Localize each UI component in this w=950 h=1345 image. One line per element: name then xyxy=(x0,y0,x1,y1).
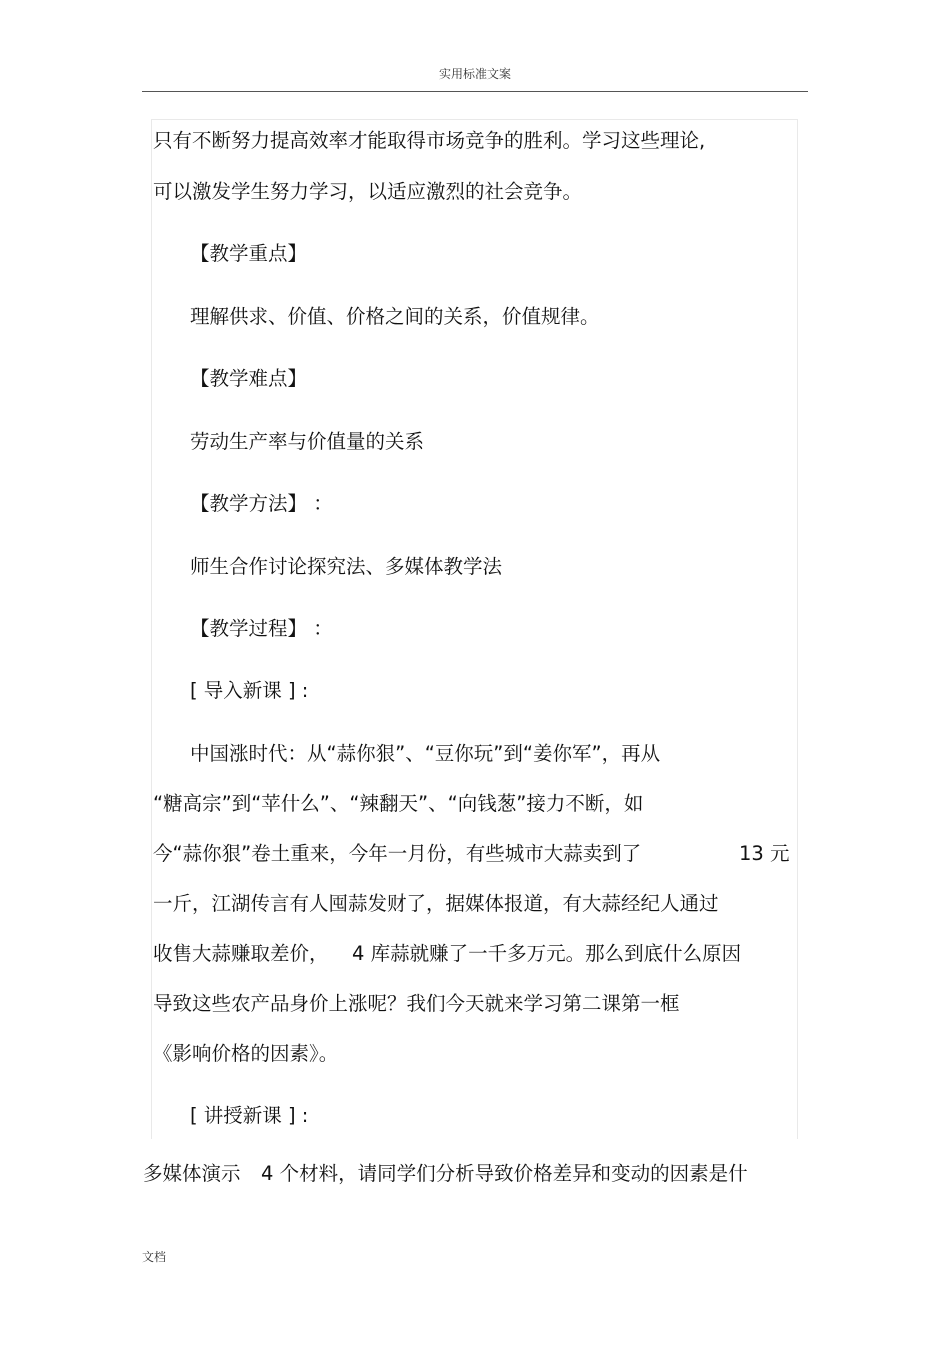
heading-methods: 【教学方法】 ： xyxy=(190,492,333,515)
body-line-12: 《影响价格的因素》。 xyxy=(153,1042,339,1065)
heading-difficulties: 【教学难点】 xyxy=(190,367,308,390)
body-line-13: 多媒体演示 xyxy=(143,1162,241,1185)
body-line-1: 只有不断努力提高效率才能取得市场竞争的胜利。学习这些理论, xyxy=(153,129,706,152)
body-line-13-cont: 4 个材料，请同学们分析导致价格差异和变动的因素是什 xyxy=(261,1162,748,1185)
body-line-8-price: 13 元 xyxy=(739,842,790,865)
heading-intro: [ 导入新课 ] : xyxy=(190,679,309,702)
body-line-10-cont: 4 库蒜就赚了一千多万元。那么到底什么原因 xyxy=(352,942,742,965)
body-line-10: 收售大蒜赚取差价， xyxy=(153,942,329,965)
heading-key-points: 【教学重点】 xyxy=(190,242,308,265)
body-line-9: 一斤，江湖传言有人囤蒜发财了，据媒体报道，有大蒜经纪人通过 xyxy=(153,892,719,915)
body-line-2: 可以激发学生努力学习，以适应激烈的社会竞争。 xyxy=(153,180,583,203)
heading-new-lesson: [ 讲授新课 ] : xyxy=(190,1104,309,1127)
body-line-7: “糖高宗”到“苹什么”、“辣翻天”、“向钱葱”接力不断，如 xyxy=(153,792,644,815)
body-line-4: 劳动生产率与价值量的关系 xyxy=(190,430,425,453)
page-header: 实用标准文案 xyxy=(438,67,511,81)
body-line-11: 导致这些农产品身价上涨呢？我们今天就来学习第二课第一框 xyxy=(153,992,680,1015)
header-divider xyxy=(142,91,808,92)
body-line-5: 师生合作讨论探究法、多媒体教学法 xyxy=(190,555,503,578)
page-footer: 文档 xyxy=(142,1250,167,1264)
body-line-8: 今“蒜你狠”卷土重来，今年一月份，有些城市大蒜卖到了 xyxy=(153,842,642,865)
body-line-3: 理解供求、价值、价格之间的关系，价值规律。 xyxy=(190,305,600,328)
heading-process: 【教学过程】 ： xyxy=(190,617,333,640)
body-line-6: 中国涨时代：从“蒜你狠”、“豆你玩”到“姜你军”，再从 xyxy=(190,742,661,765)
